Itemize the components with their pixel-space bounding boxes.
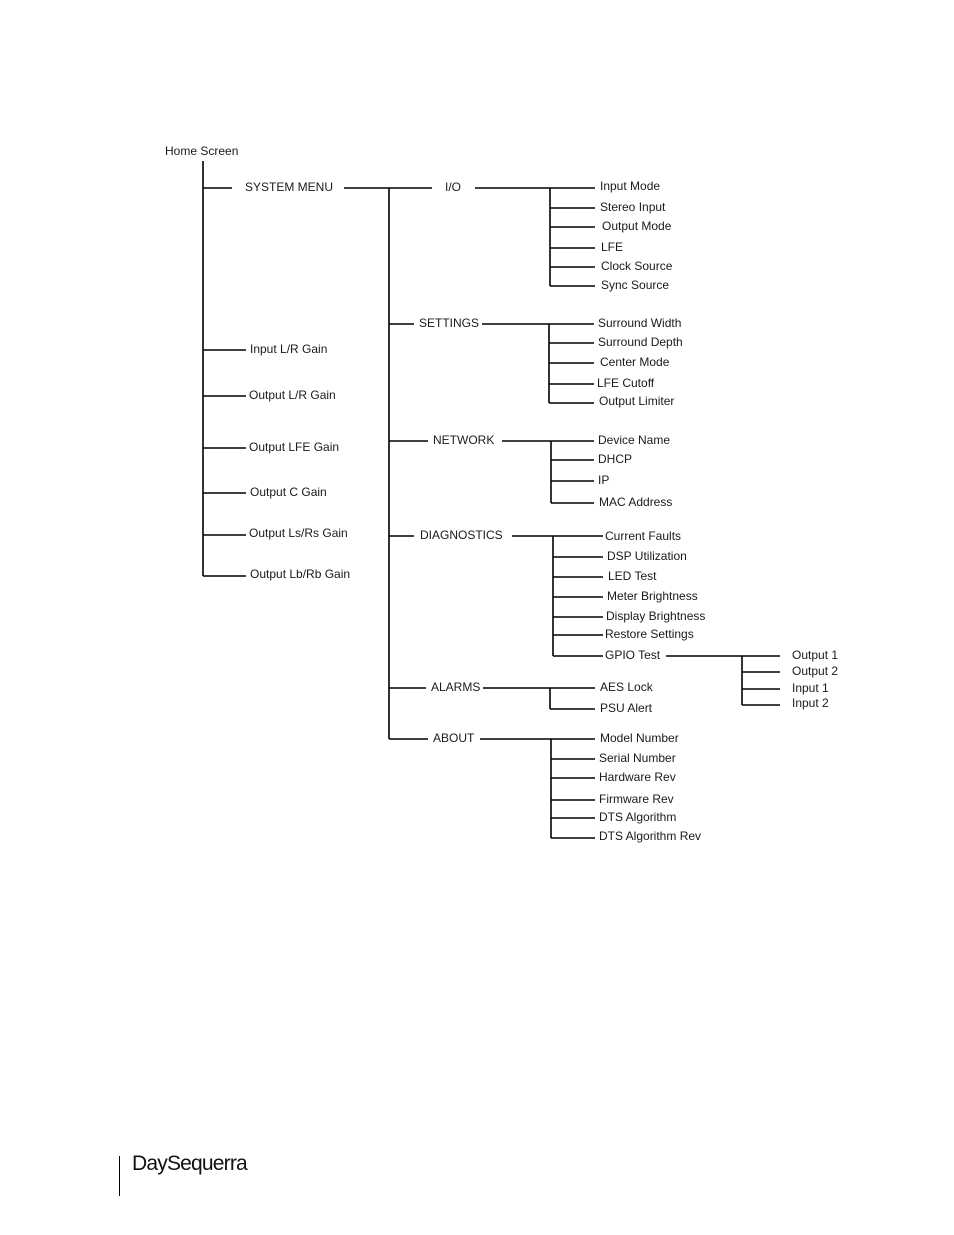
node-io-sync-source: Sync Source [601,278,670,293]
node-settings-center-mode: Center Mode [600,355,670,370]
node-about-model-number: Model Number [600,731,679,746]
node-about-hardware-rev: Hardware Rev [599,770,676,785]
node-settings-surround-width: Surround Width [598,316,682,331]
node-gpio-output-2: Output 2 [792,664,839,679]
node-network-ip: IP [598,473,610,488]
node-io-clock-source: Clock Source [601,259,673,274]
node-about-firmware-rev: Firmware Rev [599,792,674,807]
node-diag-gpio-test: GPIO Test [605,648,661,663]
connector-lines [203,161,780,838]
node-io-output-mode: Output Mode [602,219,672,234]
node-diag-current-faults: Current Faults [605,529,682,544]
node-home-screen: Home Screen [165,144,239,159]
node-io-input-mode: Input Mode [600,179,661,194]
node-diagnostics: DIAGNOSTICS [420,528,503,543]
node-network-mac-address: MAC Address [599,495,673,510]
node-diag-meter-brightness: Meter Brightness [607,589,698,604]
node-system-menu: SYSTEM MENU [245,180,334,195]
node-output-lr-gain: Output L/R Gain [249,388,336,403]
node-alarms: ALARMS [431,680,481,695]
node-input-lr-gain: Input L/R Gain [250,342,328,357]
daysequerra-logo: DaySequerra [132,1152,247,1175]
node-settings-output-limiter: Output Limiter [599,394,675,409]
node-network-dhcp: DHCP [598,452,633,467]
node-about-serial-number: Serial Number [599,751,676,766]
node-diag-dsp-utilization: DSP Utilization [607,549,687,564]
node-network-device-name: Device Name [598,433,671,448]
node-network: NETWORK [433,433,495,448]
node-settings-surround-depth: Surround Depth [598,335,683,350]
footer-divider [119,1156,120,1196]
node-output-lfe-gain: Output LFE Gain [249,440,340,455]
node-about-dts-algorithm-rev: DTS Algorithm Rev [599,829,702,844]
node-output-lbrb-gain: Output Lb/Rb Gain [250,567,351,582]
node-settings-lfe-cutoff: LFE Cutoff [597,376,655,391]
node-output-c-gain: Output C Gain [250,485,327,500]
node-gpio-output-1: Output 1 [792,648,839,663]
node-about: ABOUT [433,731,475,746]
node-diag-display-brightness: Display Brightness [606,609,706,624]
node-diag-restore-settings: Restore Settings [605,627,694,642]
node-alarms-aes-lock: AES Lock [600,680,653,695]
node-about-dts-algorithm: DTS Algorithm [599,810,677,825]
node-gpio-input-1: Input 1 [792,681,829,696]
node-alarms-psu-alert: PSU Alert [600,701,653,716]
node-output-lsrs-gain: Output Ls/Rs Gain [249,526,348,541]
node-diag-led-test: LED Test [608,569,657,584]
node-io-lfe: LFE [601,240,624,255]
node-io-stereo-input: Stereo Input [600,200,666,215]
node-gpio-input-2: Input 2 [792,696,829,711]
node-io: I/O [445,180,462,195]
node-settings: SETTINGS [419,316,480,331]
